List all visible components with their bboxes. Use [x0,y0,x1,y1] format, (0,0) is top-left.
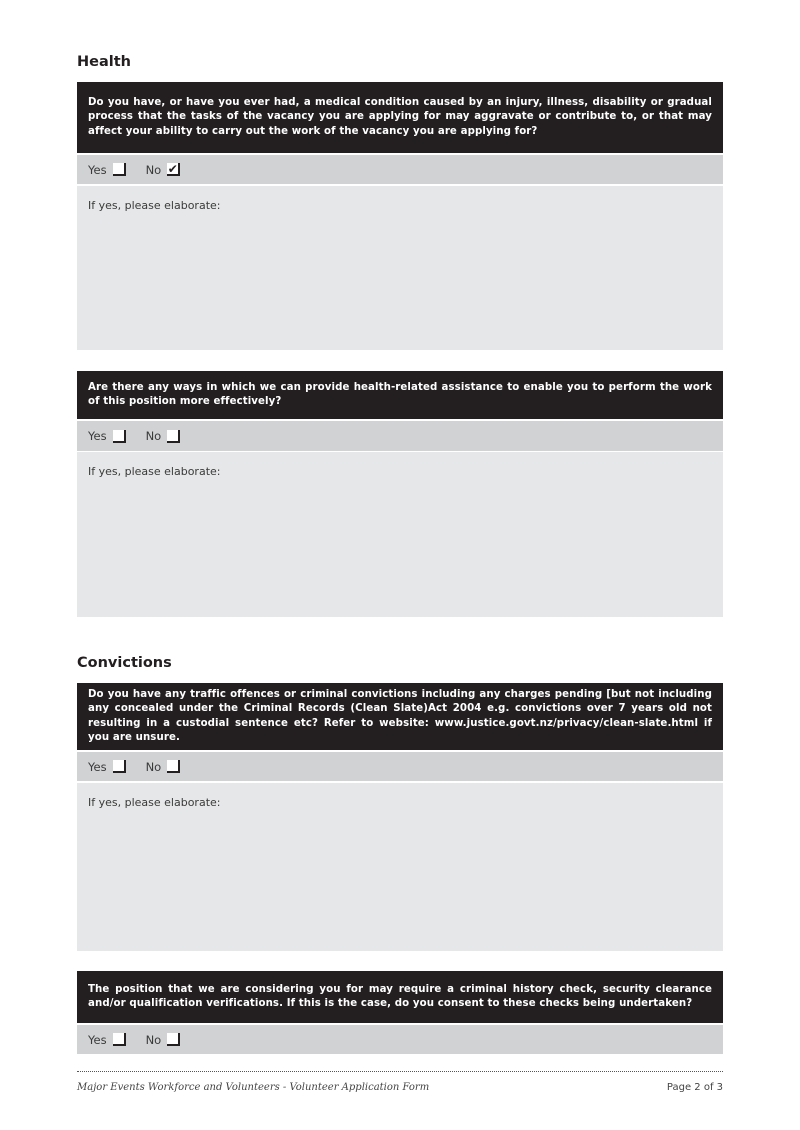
no-checkbox-checked[interactable]: ✔ [167,163,180,176]
no-label: No [145,1032,162,1047]
no-checkbox[interactable] [167,1033,180,1046]
section-heading-convictions: Convictions [77,655,172,671]
footer-title: Major Events Workforce and Volunteers - Volunteer Application Form [77,1082,430,1093]
no-checkbox[interactable] [167,760,180,773]
yes-label: Yes [88,162,107,177]
page-number: Page 2 of 3 [666,1082,723,1093]
yes-checkbox[interactable] [113,163,126,176]
no-checkbox[interactable] [167,430,180,443]
yes-no-row-3 [77,752,723,781]
question-text: Do you have, or have you ever had, a medical condition caused by an injury, illness, disability or gradual process that the tasks of the vacancy you are applying for may aggravate or contribute to, or that may affect your ability to carry out the work of the vacancy you are applying for? [88,96,712,137]
elaborate-label: If yes, please elaborate: [88,199,221,212]
yes-label: Yes [88,759,107,774]
yes-label: Yes [88,429,107,443]
elaborate-label: If yes, please elaborate: [88,796,221,809]
no-label: No [145,429,162,443]
yes-no-row-1 [77,155,723,184]
section-heading-health: Health [77,54,131,70]
no-label: No [145,759,162,774]
question-text: Do you have any traffic offences or criminal convictions including any charges pending [but not including any concealed under the Criminal Records (Clean Slate)Act 2004 e.g. convictions over 7 years old not resulting in a custodial sentence etc? Refer to website: www.justice.govt.nz/privacy/clean-slate.html if you are unsure. [88,688,712,743]
elaborate-field-1[interactable] [77,186,723,350]
yes-checkbox[interactable] [113,760,126,773]
yes-no-row-2 [77,421,723,451]
question-text: Are there any ways in which we can provide health-related assistance to enable you to perform the work of this position more effectively? [88,381,712,407]
question-text: The position that we are considering you for may require a criminal history check, security clearance and/or qualification verifications. If this is the case, do you consent to these checks being undertaken? [88,983,712,1009]
question-2 [77,371,723,419]
no-label: No [145,162,162,177]
yes-label: Yes [88,1032,107,1047]
question-3 [77,683,723,750]
yes-checkbox[interactable] [113,1033,126,1046]
elaborate-label: If yes, please elaborate: [88,465,221,478]
elaborate-field-2[interactable] [77,452,723,617]
question-1 [77,82,723,153]
footer [77,1082,723,1093]
footer-divider [77,1071,723,1072]
yes-checkbox[interactable] [113,430,126,443]
elaborate-field-3[interactable] [77,783,723,951]
question-4 [77,971,723,1023]
yes-no-row-4 [77,1025,723,1054]
